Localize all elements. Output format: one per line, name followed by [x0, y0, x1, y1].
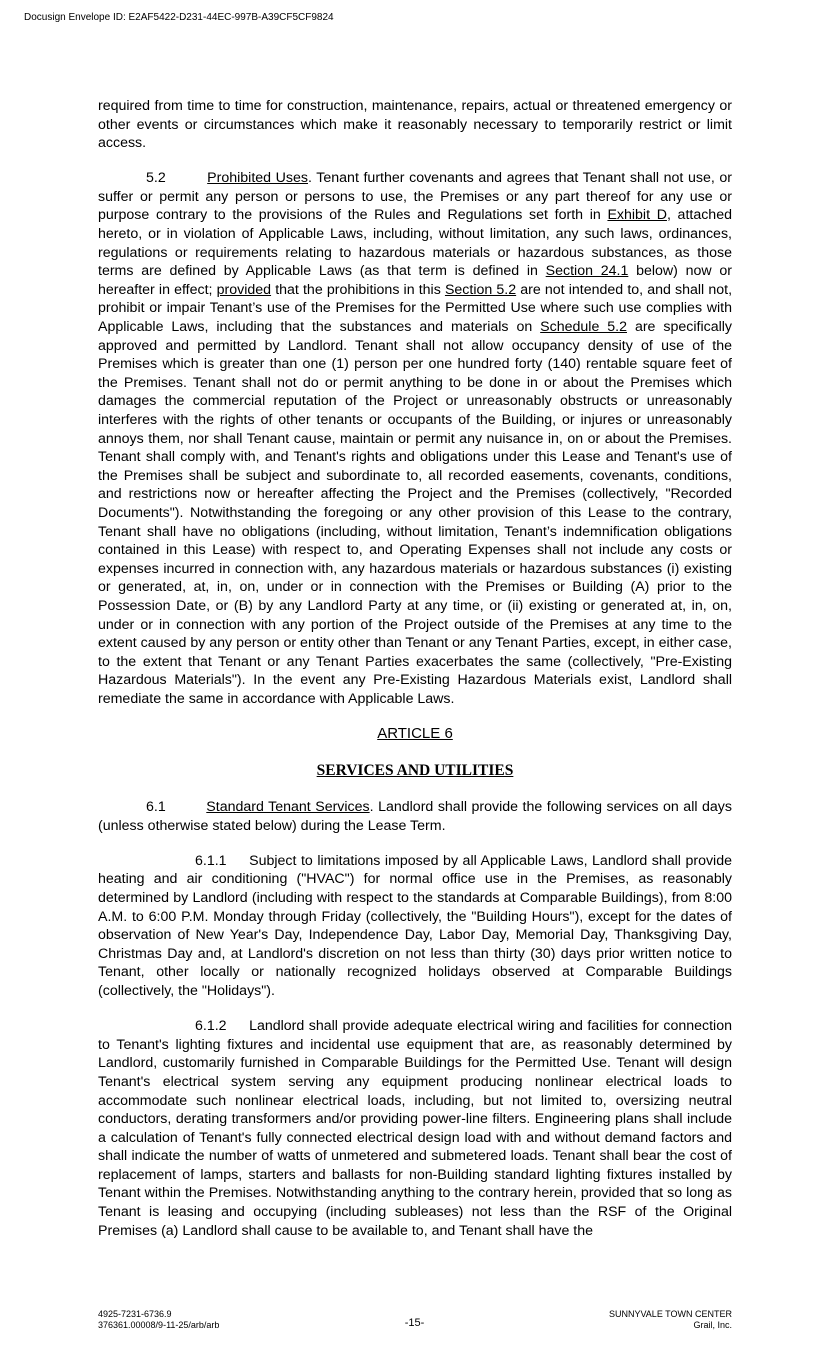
section-number: 5.2: [146, 170, 166, 187]
provided-term: provided: [216, 281, 272, 298]
section-text: . Tenant further covenants and agrees that Tenant shall not use, or suffer or permit any person or persons to use, the Premises or any part thereof for any use or purpose contrary to the provisions of the Rules and Regulations set forth in: [98, 170, 732, 224]
schedule-5-2-reference: Schedule 5.2: [540, 319, 627, 336]
article-label: ARTICLE 6: [377, 725, 453, 742]
article-heading: SERVICES AND UTILITIES: [316, 761, 514, 779]
section-6-1-paragraph: [98, 798, 732, 835]
section-text: . Landlord shall provide the following services on all days (unless otherwise stated below) during the Lease Term.: [98, 799, 732, 834]
footer-property: [609, 1309, 732, 1331]
section-5-2-paragraph: [98, 169, 732, 708]
section-title: Standard Tenant Services: [206, 799, 370, 816]
section-24-1-reference: Section 24.1: [545, 263, 629, 280]
section-number: 6.1.2: [195, 1018, 227, 1035]
docusign-envelope-id: Docusign Envelope ID: E2AF5422-D231-44EC-997B-A39CF5CF9824: [24, 12, 334, 23]
section-text: , attached hereto, or in violation of Applicable Laws, including, without limitation, any such laws, ordinances, regulations or requirements relating to hazardous materials or hazardous substances, as those terms are defined by Applicable Laws (as that term is defined in: [98, 207, 732, 280]
footer-tenant-name: Grail, Inc.: [693, 1320, 732, 1330]
footer-doc-number: 4925-7231-6736.9: [98, 1309, 172, 1319]
page-number: -15-: [404, 1317, 425, 1329]
footer-property-name: SUNNYVALE TOWN CENTER: [608, 1309, 732, 1319]
exhibit-d-reference: Exhibit D: [607, 207, 667, 224]
footer-file-ref: 376361.00008/9-11-25/arb/arb: [98, 1320, 220, 1330]
section-text: Subject to limitations imposed by all Applicable Laws, Landlord shall provide heating and air conditioning ("HVAC") for normal office use in the Premises, as reasonably determined by Landlord (including with respect to the standards at Comparable Buildings), from 8:00 A.M. to 6:00 P.M. Monday through Friday (collectively, the "Building Hours"), except for the dates of observation of New Year's Day, Independence Day, Labor Day, Memorial Day, Thanksgiving Day, Christmas Day and, at Landlord's discretion on not less than thirty (30) days prior written notice to Tenant, other locally or nationally recognized holidays observed at Comparable Buildings (collectively, the "Holidays").: [98, 852, 732, 1000]
section-6-1-1-paragraph: [98, 852, 732, 1001]
intro-paragraph: required from time to time for construction, maintenance, repairs, actual or threatened emergency or other events or circumstances which make it reasonably necessary to temporarily restrict or limit access.: [98, 98, 732, 152]
section-number: 6.1.1: [195, 852, 227, 869]
section-title: Prohibited Uses: [207, 170, 308, 187]
section-text: that the prohibitions in this: [271, 281, 445, 298]
section-5-2-reference: Section 5.2: [444, 281, 517, 298]
section-text: Landlord shall provide adequate electrical wiring and facilities for connection to Tenant's lighting fixtures and incidental use equipment that are, as reasonably determined by Landlord, customarily furnished in Comparable Buildings for the Permitted Use. Tenant will design Tenant's electrical system serving any equipment producing nonlinear electrical loads to accommodate such nonlinear electrical loads, including, but not limited to, oversizing neutral conductors, derating transformers and/or providing power-line filters. Engineering plans shall include a calculation of Tenant's fully connected electrical design load with and without demand factors and shall indicate the number of watts of unmetered and submetered loads. Tenant shall bear the cost of replacement of lamps, starters and ballasts for non-Building standard lighting fixtures installed by Tenant within the Premises. Notwithstanding anything to the contrary herein, provided that so long as Tenant is leasing and occupying (including subleases) not less than the RSF of the Original Premises (a) Landlord shall cause to be available to, and Tenant shall have the: [98, 1018, 732, 1239]
section-text: are specifically approved and permitted by Landlord. Tenant shall not allow occupancy density of use of the Premises which is greater than one (1) person per one hundred forty (140) rentable square feet of the Premises. Tenant shall not do or permit anything to be done in or about the Premises which damages the commercial reputation of the Project or unreasonably obstructs or unreasonably interferes with the rights of other tenants or occupants of the Building, or injures or unreasonably annoys them, nor shall Tenant cause, maintain or permit any nuisance in, on or about the Premises. Tenant shall comply with, and Tenant's rights and obligations under this Lease and Tenant's use of the Premises shall be subject and subordinate to, all recorded easements, covenants, conditions, and restrictions now or hereafter affecting the Project and the Premises (collectively, "Recorded Documents"). Notwithstanding the foregoing or any other provision of this Lease to the contrary, Tenant shall have no obligations (including, without limitation, Tenant’s indemnification obligations contained in this Lease) with respect to, and Operating Expenses shall not include any costs or expenses incurred in connection with, any hazardous materials or hazardous substances (i) existing or generated, at, in, on, under or in connection with the Premises or Building (A) prior to the Possession Date, or (B) by any Landlord Party at any time, or (ii) existing or generated at, in, on, under or in connection with any portion of the Project outside of the Premises at any time to the extent caused by any person or entity other than Tenant or any Tenant Parties, except, in either case, to the extent that Tenant or any Tenant Parties exacerbates the same (collectively, "Pre-Existing Hazardous Materials"). In the event any Pre-Existing Hazardous Materials exist, Landlord shall remediate the same in accordance with Applicable Laws.: [98, 319, 732, 707]
section-6-1-2-paragraph: [98, 1017, 732, 1240]
section-text: below) now or hereafter in effect;: [98, 263, 732, 298]
section-number: 6.1: [146, 799, 166, 816]
section-text: are not intended to, and shall not, prohibit or impair Tenant’s use of the Premises for the Permitted Use where such use complies with Applicable Laws, including that the substances and materials on: [98, 281, 733, 336]
document-body: [98, 97, 732, 1257]
